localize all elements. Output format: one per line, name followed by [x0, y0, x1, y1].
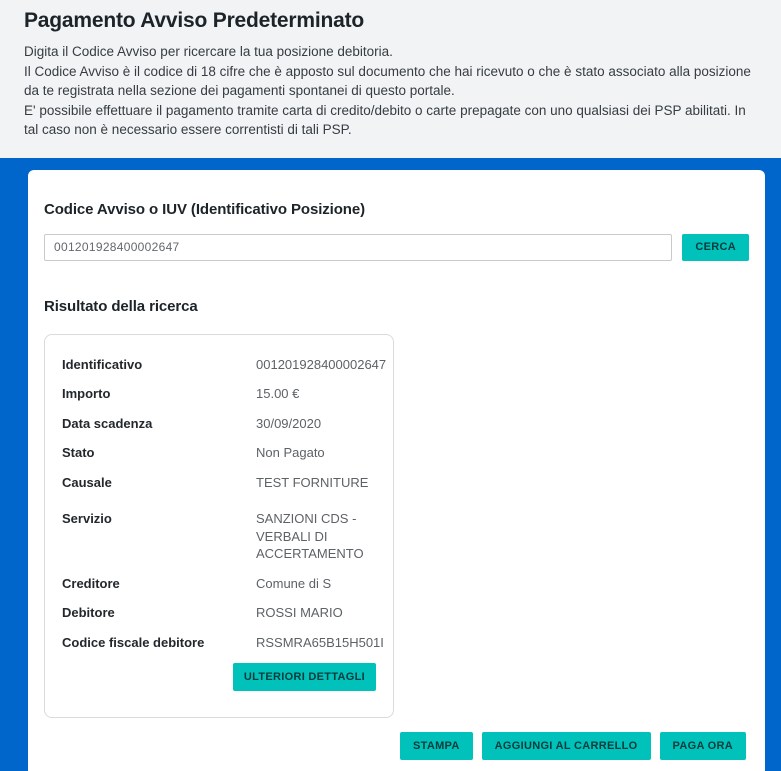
- result-row-value: TEST FORNITURE: [256, 474, 369, 490]
- result-row: [62, 575, 376, 593]
- result-row-value: Comune di S: [256, 575, 332, 591]
- intro-text: [24, 42, 757, 140]
- result-row-label: Causale: [62, 474, 112, 490]
- intro-line: Il Codice Avviso è il codice di 18 cifre che è apposto sul documento che hai ricevuto o che è stato associato alla posizione da te registrata nella sezione dei pagamenti spontanei di questo portale.: [24, 63, 751, 98]
- actions-row: [400, 732, 746, 760]
- result-row-value: 30/09/2020: [256, 415, 322, 431]
- inner-panel: [28, 170, 765, 771]
- result-card: [44, 334, 394, 719]
- codice-avviso-input[interactable]: [44, 234, 672, 261]
- aggiungi-al-carrello-button[interactable]: AGGIUNGI AL CARRELLO: [482, 732, 651, 760]
- result-row-value: ROSSI MARIO: [256, 605, 343, 620]
- search-row: [44, 234, 749, 261]
- content-panel: [0, 158, 781, 771]
- stampa-button[interactable]: STAMPA: [400, 732, 473, 760]
- details-button-row: [62, 663, 376, 691]
- result-row-value: RSSMRA65B15H501I: [256, 634, 384, 650]
- result-row-label: Codice fiscale debitore: [62, 634, 205, 650]
- result-row-label: Stato: [62, 445, 95, 460]
- result-row: [62, 356, 387, 374]
- result-rows: [62, 356, 387, 652]
- results-heading: Risultato della ricerca: [44, 297, 198, 315]
- result-row: [62, 474, 376, 492]
- intro-line: Digita il Codice Avviso per ricercare la tua posizione debitoria.: [24, 44, 393, 59]
- page-title: Pagamento Avviso Predeterminato: [24, 9, 365, 32]
- result-row-value: SANZIONI CDS - VERBALI DI ACCERTAMENTO: [256, 511, 364, 561]
- result-row: [62, 385, 376, 403]
- page-header: [0, 0, 781, 158]
- result-row-value: 15.00 €: [256, 386, 300, 401]
- ulteriori-dettagli-button[interactable]: ULTERIORI DETTAGLI: [233, 663, 376, 691]
- result-row: [62, 510, 376, 563]
- cerca-button[interactable]: CERCA: [682, 234, 749, 261]
- intro-line: E' possibile effettuare il pagamento tramite carta di credito/debito o carte prepagate con uno qualsiasi dei PSP abilitati. In tal caso non è necessario essere correntisti di tali PSP.: [24, 102, 746, 137]
- result-row-label: Creditore: [62, 575, 120, 591]
- paga-ora-button[interactable]: PAGA ORA: [660, 732, 746, 760]
- result-row-label: Identificativo: [62, 356, 143, 372]
- result-row-label: Data scadenza: [62, 415, 153, 431]
- result-row-value: Non Pagato: [256, 445, 325, 460]
- result-row-value: 001201928400002647: [256, 356, 387, 372]
- search-section-label: Codice Avviso o IUV (Identificativo Posizione): [44, 200, 366, 218]
- result-row-label: Importo: [62, 386, 111, 401]
- result-row: [62, 444, 376, 462]
- result-row-label: Debitore: [62, 605, 115, 620]
- result-row: [62, 634, 384, 652]
- result-row-label: Servizio: [62, 511, 112, 526]
- result-row: [62, 604, 376, 622]
- result-row: [62, 415, 376, 433]
